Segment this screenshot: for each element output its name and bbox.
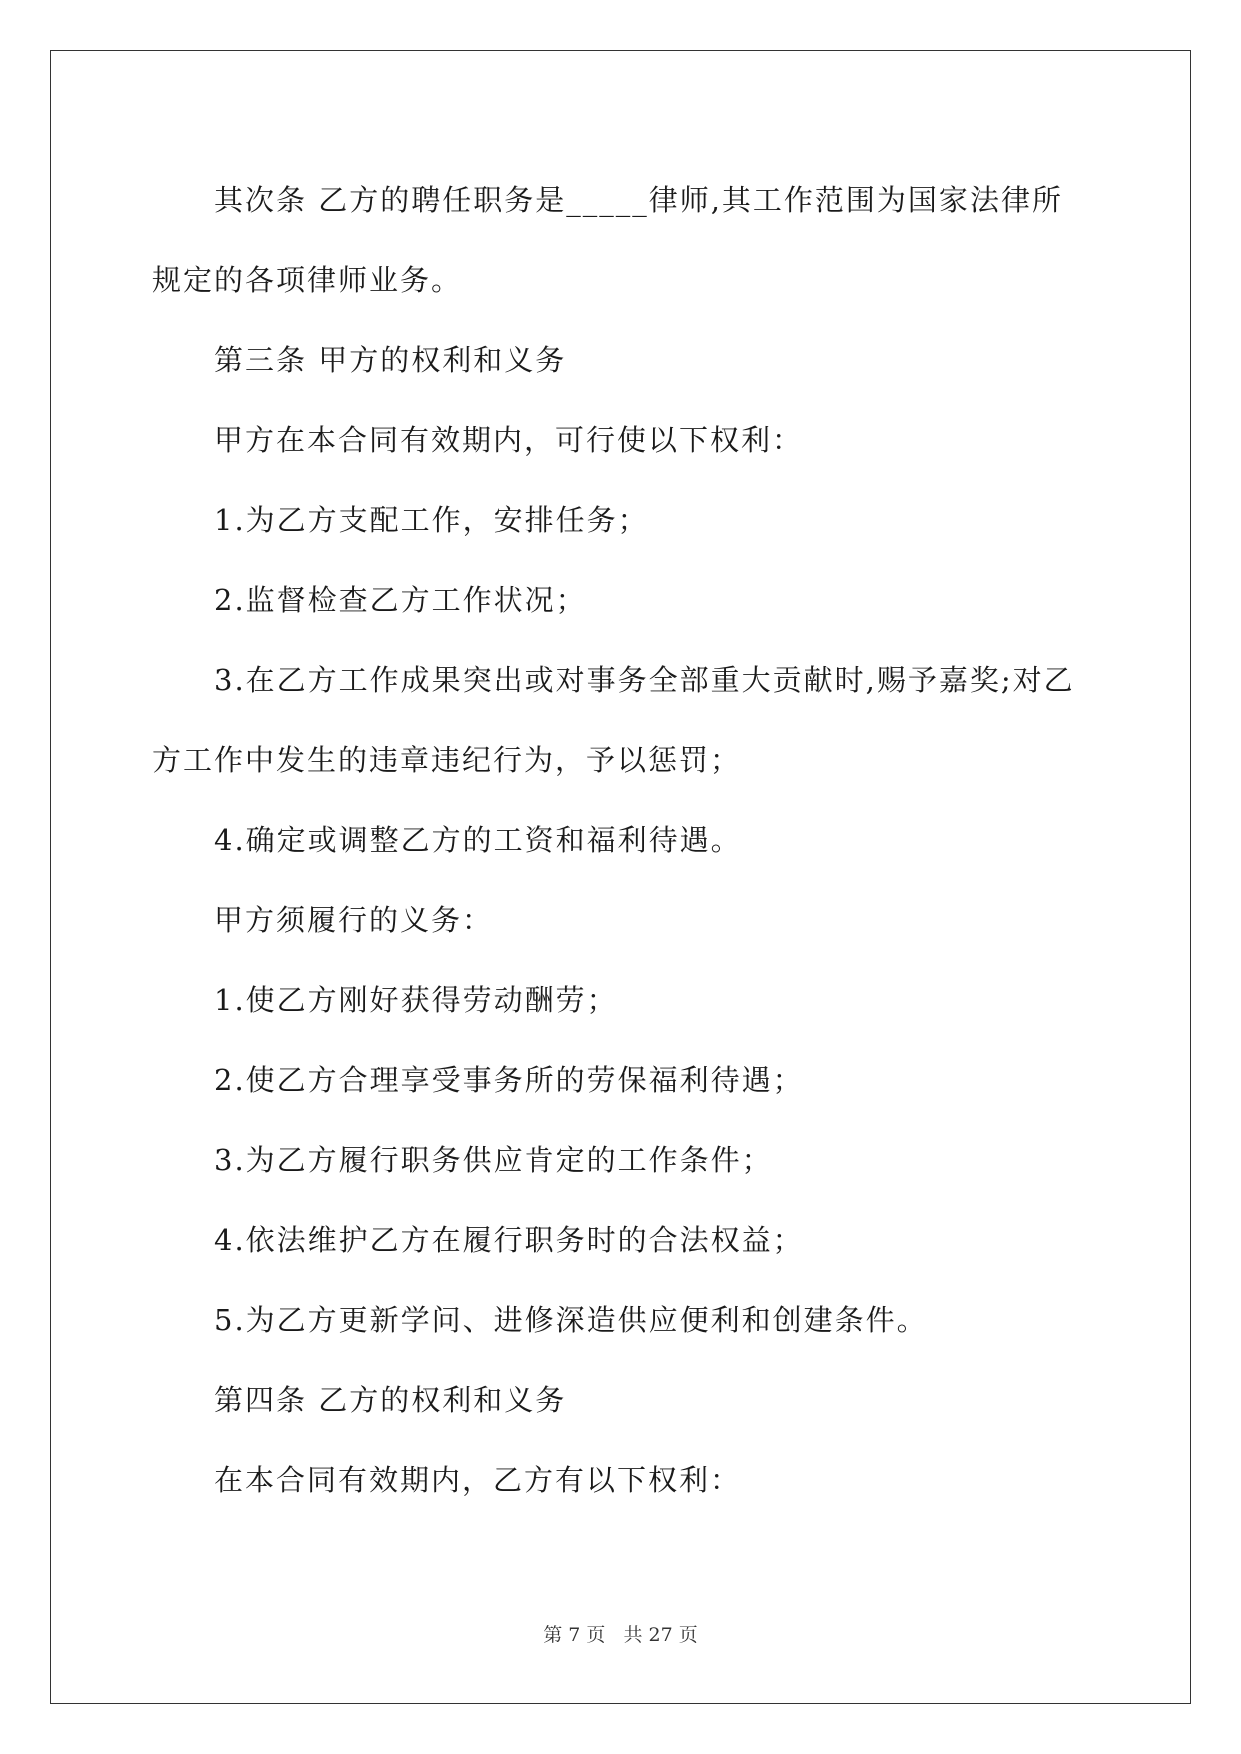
list-item: 1.为乙方支配工作，安排任务； (214, 503, 649, 537)
section-heading: 第三条 甲方的权利和义务 (214, 343, 567, 377)
paragraph-line: 其次条 乙方的聘任职务是_____律师,其工作范围为国家法律所 (214, 183, 1063, 217)
list-item: 2.使乙方合理享受事务所的劳保福利待遇； (214, 1063, 804, 1097)
paragraph-line: 规定的各项律师业务。 (152, 263, 463, 297)
paragraph-line: 甲方须履行的义务： (214, 903, 494, 937)
page-footer (0, 1620, 1241, 1647)
list-item: 3.在乙方工作成果突出或对事务全部重大贡献时,赐予嘉奖;对乙 (214, 663, 1075, 697)
list-item-continuation: 方工作中发生的违章违纪行为，予以惩罚； (152, 743, 742, 777)
paragraph-line: 在本合同有效期内，乙方有以下权利： (214, 1463, 742, 1497)
list-item: 2.监督检查乙方工作状况； (214, 583, 587, 617)
list-item: 5.为乙方更新学问、进修深造供应便利和创建条件。 (214, 1303, 928, 1337)
section-heading: 第四条 乙方的权利和义务 (214, 1383, 567, 1417)
document-body (152, 160, 1092, 1520)
paragraph-line: 甲方在本合同有效期内，可行使以下权利： (214, 423, 804, 457)
list-item: 1.使乙方刚好获得劳动酬劳； (214, 983, 618, 1017)
list-item: 3.为乙方履行职务供应肯定的工作条件； (214, 1143, 773, 1177)
list-item: 4.确定或调整乙方的工资和福利待遇。 (214, 823, 742, 857)
list-item: 4.依法维护乙方在履行职务时的合法权益； (214, 1223, 804, 1257)
page-total: 共 27 页 (623, 1624, 698, 1646)
page-number: 第 7 页 (543, 1624, 606, 1646)
